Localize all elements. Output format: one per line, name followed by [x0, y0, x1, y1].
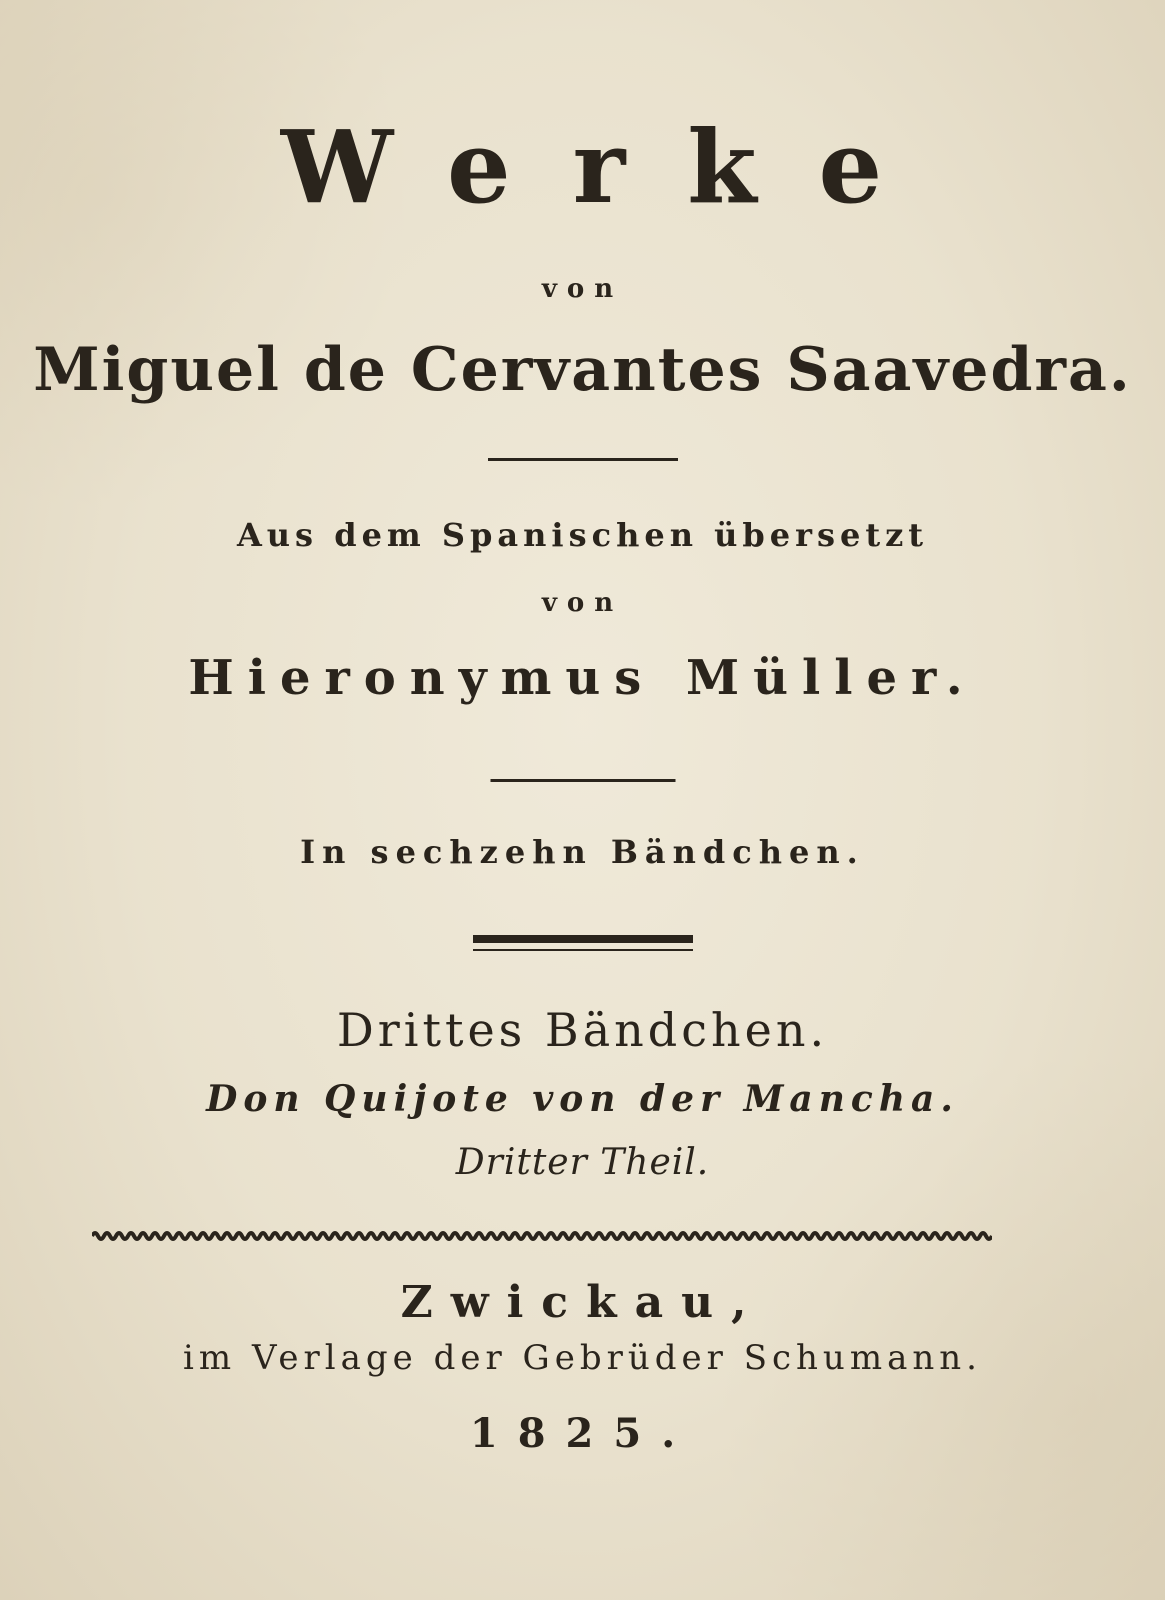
divider-rule-2 — [490, 779, 675, 782]
thin-divider-rule — [473, 949, 693, 951]
translator-name: Hieronymus Müller. — [188, 650, 977, 706]
imprint-place: Zwickau, — [400, 1277, 765, 1328]
thick-divider-rule — [473, 935, 693, 943]
part-label: Dritter Theil. — [455, 1142, 710, 1183]
translation-note: Aus dem Spanischen übersetzt — [236, 516, 929, 554]
work-title: Don Quijote von der Mancha. — [206, 1078, 959, 1120]
by-line-2: von — [541, 588, 624, 618]
divider-rule-1 — [488, 458, 678, 461]
book-title: Werke — [280, 108, 945, 226]
by-line-1: von — [541, 274, 624, 304]
volume-label: Drittes Bändchen. — [336, 1003, 829, 1057]
imprint-publisher: im Verlage der Gebrüder Schumann. — [183, 1338, 982, 1378]
volume-count: In sechzehn Bändchen. — [300, 833, 865, 871]
imprint-year: 1825. — [469, 1410, 696, 1457]
wavy-ornament-rule — [92, 1228, 992, 1244]
author-name: Miguel de Cervantes Saavedra. — [33, 335, 1132, 405]
